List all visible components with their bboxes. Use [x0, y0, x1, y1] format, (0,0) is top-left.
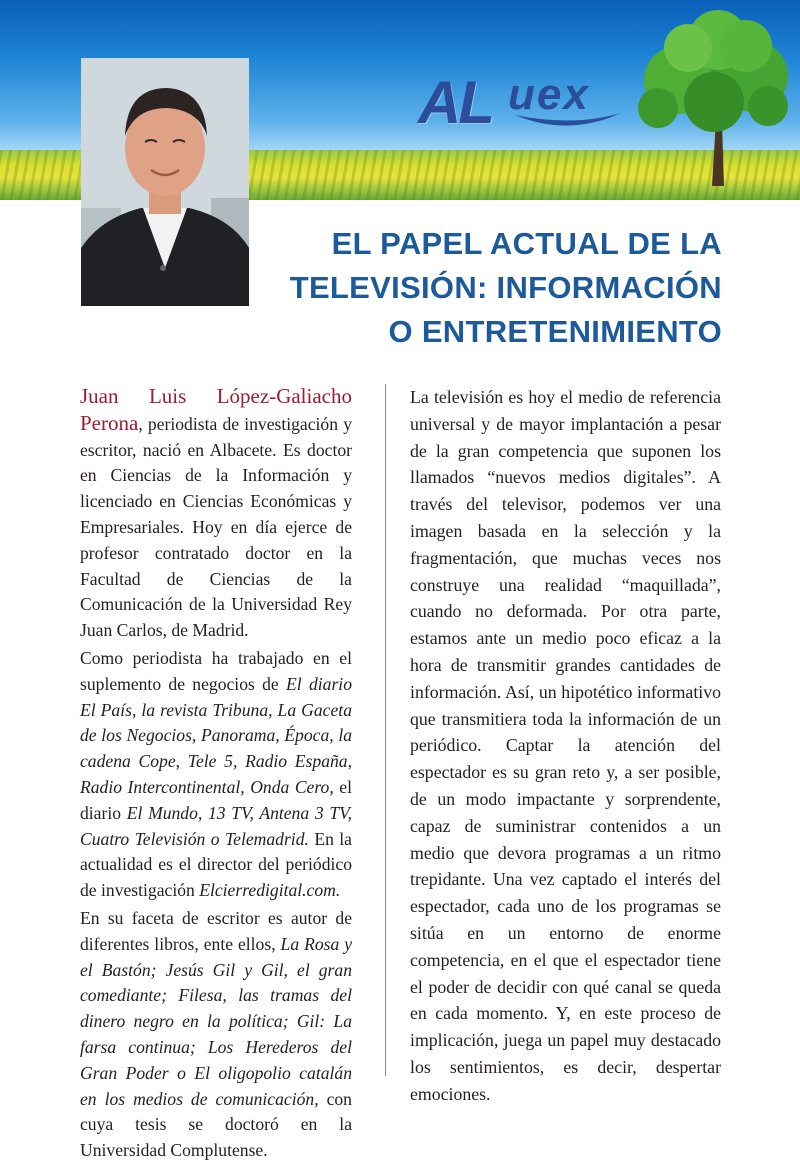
- bio-text-3a: En su faceta de escritor es autor de diferentes libros, ente ellos,: [80, 907, 352, 954]
- article-body-paragraph: La televisión es hoy el medio de referencia universal y de mayor implantación a pesar de la gran competencia que suponen los llamados “nuevos medios digitales”. A través del televisor, podemos ver una imagen basada en la selección y la fragmentación, que muchas veces nos construye una realidad “maquillada”, cuando no deformada. Por otra parte, estamos ante un medio poco eficaz a la hora de transmitir grandes cantidades de información. Así, un hipotético informativo que transmitiera toda la información de un periódico. Captar la atención del espectador es su gran reto y, a ser posible, de un modo impactante y sorprendente, capaz de suministrar contenidos a un medio que devora programas a un ritmo trepidante. Una vez captado el interés del espectador, cada uno de los programas se sitúa en un entorno de enorme competencia, en el que el espectador tiene el poder de decidir con qué canal se queda en cada momento. Y, en este proceso de implicación, juega un papel muy destacado los sentimientos, es decir, despertar emociones.: [410, 387, 721, 1104]
- author-name: Juan Luis López-Galiacho Perona: [80, 384, 352, 435]
- media-list-2: El Mundo, 13 TV, Antena 3 TV, Cuatro Televisión o Telemadrid.: [80, 802, 352, 849]
- title-line-1: EL PAPEL ACTUAL DE LA: [331, 226, 722, 261]
- bio-paragraph-2: [80, 646, 352, 904]
- title-line-3: O ENTRETENIMIENTO: [388, 314, 722, 349]
- bio-text-2c: En la actualidad es el director del periódico de investigación: [80, 828, 352, 901]
- bio-text-1: , periodista de investigación y escritor, nació en Albacete. Es doctor en Ciencias de la Información y licenciado en Ciencias Económicas y Empresariales. Hoy en día ejerce de profesor contratado doctor en la Facultad de Ciencias de la Comunicación de la Universidad Rey Juan Carlos, de Madrid.: [80, 413, 352, 641]
- bio-text-2a: Como periodista ha trabajado en el suplemento de negocios de: [80, 647, 352, 694]
- media-list-1: El diario El País, la revista Tribuna, La Gaceta de los Negocios, Panorama, Época, la cadena Cope, Tele 5, Radio España, Radio Intercontinental, Onda Cero,: [80, 673, 352, 797]
- title-line-2: TELEVISIÓN: INFORMACIÓN: [289, 270, 722, 305]
- bio-text-3b: con cuya tesis se doctoró en la Universidad Complutense.: [80, 1088, 352, 1161]
- logo-text-uex: uex: [508, 70, 590, 119]
- article-body-column: [410, 384, 721, 1108]
- article-title: [260, 222, 722, 354]
- website-name: Elcierredigital.com.: [199, 880, 341, 901]
- aluex-logo: [418, 56, 628, 146]
- book-list: La Rosa y el Bastón; Jesús Gil y Gil, el gran comediante; Filesa, las tramas del dinero negro en la política; Gil: La farsa continua; Los Herederos del Gran Poder o El oligopolio catalán en los medios de comunicación,: [80, 933, 353, 1109]
- bio-paragraph-1: [80, 384, 352, 644]
- author-bio-column: [80, 384, 352, 1164]
- tree-illustration: [628, 10, 800, 186]
- bio-text-2b: el diario: [80, 776, 352, 823]
- author-portrait-illustration: [81, 58, 249, 306]
- column-divider: [385, 384, 386, 1076]
- logo-text-al: AL: [418, 69, 492, 136]
- bio-paragraph-3: [80, 906, 352, 1164]
- logo-swoosh-icon: [513, 111, 623, 133]
- author-photo: [81, 58, 249, 306]
